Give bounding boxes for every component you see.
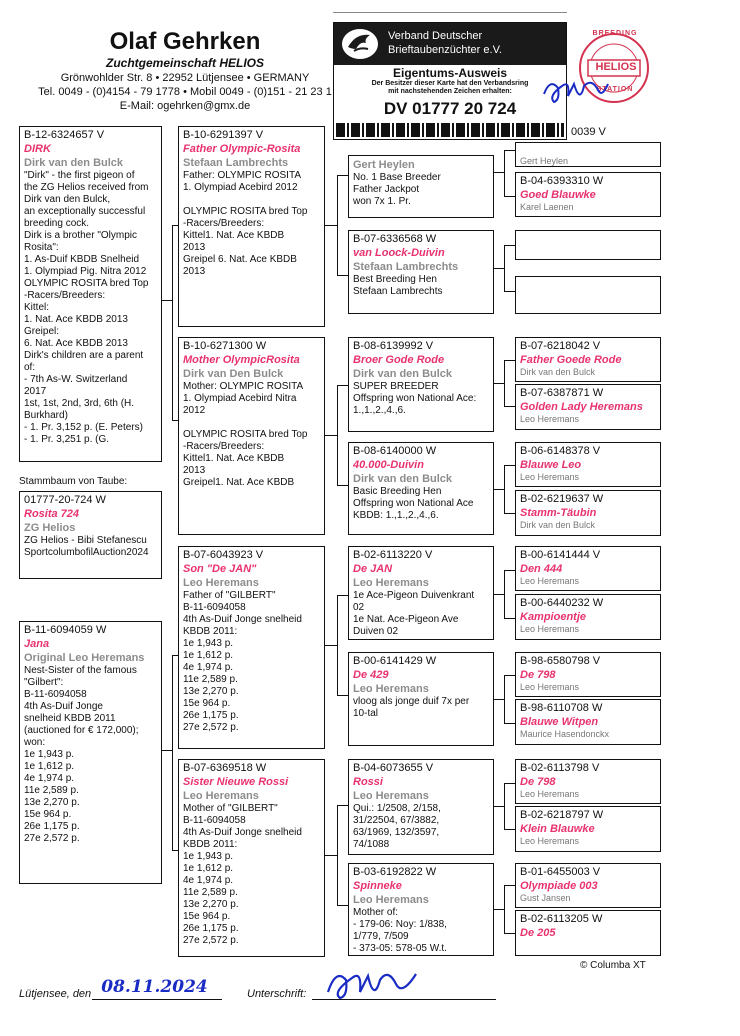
gen3-name: Rossi [353,776,383,788]
gen3-breeder: Leo Heremans [353,683,429,695]
gen3-description: Basic Breeding Hen Offspring won National Ace KBDB: 1.,1.,2.,4.,6. [353,486,474,521]
gen3-description: Qui.: 1/2508, 2/158, 31/22504, 67/3882, 63/1969, 132/3597, 74/1088 [353,803,441,850]
connector [325,855,337,856]
connector [337,805,348,806]
connector [337,485,348,486]
gen3-breeder: Leo Heremans [353,577,429,589]
gen2-ring: B-07-6369518 W [183,762,267,774]
gen4-breeder: Leo Heremans [520,682,580,692]
connector [504,406,515,407]
gen4-ring: B-07-6387871 W [520,387,604,399]
gen3-description: vloog als jonge duif 7x per 10-tal [353,696,470,719]
subject-name: Rosita 724 [24,508,80,520]
connector [172,655,173,850]
gen3-ring: B-03-6192822 W [353,866,437,878]
gen2-description: Father: OLYMPIC ROSITA 1. Olympiad Acebird 2012 OLYMPIC ROSITA bred Top -Racers/Breeders: Kittel1. Nat. Ace KBDB 2013 Greipel 6. Nat. Ace KBDB 2013 [183,170,308,277]
subject-card[interactable] [19,491,162,579]
breeder-subtitle: Zuchtgemeinschaft HELIOS [105,56,265,70]
connector [337,385,348,386]
gen2-description: Father of "GILBERT" B-11-6094058 4th As-Duif Jonge snelheid KBDB 2011: 1e 1,943 p. 1e 1,612 p. 4e 1,974 p. 11e 2,589 p. 13e 2,270 p. 15e 964 p. 26e 1,175 p. 27e 2,572 p. [183,590,302,733]
gen3-breeder: Dirk van den Bulck [353,368,453,380]
breeder-phone: Tel. 0049 - (0)4154 - 79 1778 • Mobil 0049 - (0)151 - 21 23 1 [38,86,332,98]
certificate-org-line2: Brieftaubenzüchter e.V. [388,44,502,56]
gen2-ring: B-10-6291397 V [183,129,264,141]
connector [504,465,505,513]
gen4-name: Golden Lady Heremans [520,401,643,413]
connector [504,675,515,676]
gen4-ring: B-02-6113205 W [520,913,603,925]
connector [504,291,515,292]
sire-name: DIRK [24,143,51,155]
connector [504,783,505,829]
gen3-card-2[interactable] [348,230,494,314]
gen4-breeder: Leo Heremans [520,414,580,424]
connector [337,595,348,596]
gen4-ring: B-01-6455003 V [520,866,601,878]
gen3-breeder: Leo Heremans [353,790,429,802]
gen4-card-5[interactable] [515,337,661,382]
connector [504,675,505,723]
gen4-ring: B-02-6218797 W [520,809,604,821]
gen3-description: No. 1 Base Breeder Father Jackpot won 7x 1. Pr. [353,172,441,207]
connector [504,885,515,886]
gen4-name: Father Goede Rode [520,354,622,366]
place-label: Lütjensee, den [19,988,92,1000]
gen3-card-8[interactable] [348,863,494,956]
subject-description: ZG Helios - Bibi Stefanescu SportcolumbofilAuction2024 [24,535,149,558]
connector [504,618,515,619]
handwritten-signature [322,962,422,1008]
gen4-name: De 798 [520,669,556,681]
connector [504,885,505,933]
connector [504,360,515,361]
overflow-ring-text: 0039 V [571,126,606,138]
gen3-ring: B-04-6073655 V [353,762,434,774]
gen2-breeder: Stefaan Lambrechts [183,157,289,169]
gen4-card-16[interactable] [515,910,661,956]
gen3-name: De JAN [353,563,393,575]
connector [337,595,338,695]
certificate-top-rule [333,12,567,13]
connector [337,805,338,905]
grandsire-paternal-card[interactable] [178,126,325,327]
connector [494,383,504,384]
gen4-card-3[interactable] [515,230,661,260]
gen4-ring: B-00-6141444 V [520,549,601,561]
connector [504,150,515,151]
gen4-name: Klein Blauwke [520,823,595,835]
gen3-card-4[interactable] [348,442,494,535]
gen4-ring: B-00-6440232 W [520,597,604,609]
gen2-description: Mother: OLYMPIC ROSITA 1. Olympiad Acebird Nitra 2012 OLYMPIC ROSITA bred Top -Racers/Breeders: Kittel1. Nat. Ace KBDB 2013 Greipel1. Nat. Ace KBDB [183,381,308,488]
date-value: 08.11.2024 [101,977,208,997]
gen4-name: Den 444 [520,563,563,575]
gen3-description: SUPER BREEDER Offspring won National Ace: 1.,1.,2.,4.,6. [353,381,477,416]
gen4-card-11[interactable] [515,652,661,697]
stamp-middle-text: HELIOS [595,61,637,73]
connector [494,699,504,700]
gen4-ring: B-02-6113798 V [520,762,600,774]
gen2-name: Sister Nieuwe Rossi [183,776,289,788]
gen3-ring: B-02-6113220 V [353,549,433,561]
gen3-name: van Loock-Duivin [353,247,445,259]
stamp-top-text: BREEDING [592,30,638,37]
connector [162,750,172,751]
gen4-card-14[interactable] [515,806,661,852]
connector [504,150,505,196]
gen4-breeder: Leo Heremans [520,624,580,634]
connector [494,594,504,595]
certificate-note-line1: Der Besitzer dieser Karte hat den Verbandsring [371,80,529,87]
sire-description: "Dirk" - the first pigeon of the ZG Helios received from Dirk van den Bulck, an exceptionally successful breeding cock. Dirk is a brother "Olympic Rosita": 1. As-Duif KBDB Snelheid 1. Olympiad Pig. Nitra 2012 OLYMPIC ROSITA bred Top -Racers/Breeders: Kittel: 1. Nat. Ace KBDB 2013 Greipel: 6. Nat. Ace KBDB 2013 Dirk's children are a parent of: - 7th As-W. Switzerland 2017 1st, 1st, 2nd, 3rd, 6th (H. Burkhard) - 1. Pr. 3,152 p. (E. Peters) - 1. Pr. 3,251 p. (G. [24,170,149,445]
gen3-name: 40.000-Duivin [353,459,424,471]
certificate-pattern [336,123,564,137]
gen4-breeder: Gust Jansen [520,893,571,903]
gen4-name: Stamm-Täubin [520,507,597,519]
gen3-card-1[interactable] [348,155,494,218]
certificate-note-line2: mit nachstehenden Zeichen erhalten: [388,88,512,95]
gen3-breeder: Leo Heremans [353,894,429,906]
gen4-card-7[interactable] [515,442,661,487]
date-underline [92,999,222,1000]
connector [337,385,338,485]
gen2-name: Son "De JAN" [183,563,257,575]
connector [162,300,172,301]
dam-description: Nest-Sister of the famous "Gilbert": B-11-6094058 4th As-Duif Jonge snelheid KBDB 2011 (auctioned for € 172,000); won: 1e 1,943 p. 1e 1,612 p. 4e 1,974 p. 11e 2,589 p. 13e 2,270 p. 15e 964 p. 26e 1,175 p. 27e 2,572 p. [24,665,139,844]
connector [337,175,338,275]
gen2-name: Father Olympic-Rosita [183,143,301,155]
connector [337,275,348,276]
breeder-email[interactable]: E-Mail: ogehrken@gmx.de [119,100,251,112]
dam-card[interactable] [19,621,162,884]
connector [494,489,504,490]
signature-scribble-top [540,74,610,108]
gen3-ring: B-07-6336568 W [353,233,437,245]
connector [337,905,348,906]
gen4-card-2[interactable] [515,172,661,217]
gen3-description: 1e Ace-Pigeon Duivenkrant 02 1e Nat. Ace-Pigeon Ave Duiven 02 [353,590,475,637]
dam-ring: B-11-6094059 W [24,624,107,636]
connector [494,268,504,269]
granddam-maternal-card[interactable] [178,759,325,957]
subject-breeder: ZG Helios [24,522,76,534]
gen3-card-3[interactable] [348,337,494,432]
gen3-card-5[interactable] [348,546,494,640]
gen4-ring: B-07-6218042 V [520,340,601,352]
dam-breeder: Original Leo Heremans [24,652,145,664]
connector [504,245,505,291]
connector [494,172,504,173]
connector [504,933,515,934]
gen4-breeder: Gert Heylen [520,156,569,166]
gen4-card-6[interactable] [515,384,661,430]
gen3-card-7[interactable] [348,759,494,855]
gen4-breeder: Karel Laenen [520,202,574,212]
breeder-address: Grönwohlder Str. 8 • 22952 Lütjensee • GERMANY [60,72,310,84]
grandsire-maternal-card[interactable] [178,546,325,749]
gen4-ring: B-06-6148378 V [520,445,601,457]
connector [504,360,505,406]
gen4-breeder: Leo Heremans [520,576,580,586]
connector [504,829,515,830]
gen3-card-6[interactable] [348,652,494,746]
connector [494,909,504,910]
gen4-card-12[interactable] [515,699,661,745]
gen4-ring: B-04-6393310 W [520,175,604,187]
gen4-ring: B-98-6580798 V [520,655,601,667]
gen3-name: Spinneke [353,880,402,892]
connector [504,570,515,571]
gen2-description: Mother of "GILBERT" B-11-6094058 4th As-Duif Jonge snelheid KBDB 2011: 1e 1,943 p. 1e 1,612 p. 4e 1,974 p. 11e 2,589 p. 13e 2,270 p. 15e 964 p. 26e 1,175 p. 27e 2,572 p. [183,803,302,946]
gen4-name: Blauwe Witpen [520,716,599,728]
certificate-org-line1: Verband Deutscher [388,30,483,42]
ownership-certificate [333,22,567,140]
gen2-ring: B-10-6271300 W [183,340,267,352]
connector [337,175,348,176]
gen4-card-13[interactable] [515,759,661,804]
connector [504,570,505,618]
gen4-breeder: Leo Heremans [520,789,580,799]
gen4-breeder: Leo Heremans [520,472,580,482]
gen4-card-10[interactable] [515,594,661,640]
gen3-breeder: Stefaan Lambrechts [353,261,459,273]
gen2-breeder: Dirk van Den Bulck [183,368,284,380]
gen4-ring: B-98-6110708 W [520,702,603,714]
gen3-ring: B-08-6140000 W [353,445,437,457]
gen4-breeder: Dirk van den Bulck [520,367,596,377]
gen3-ring: B-08-6139992 V [353,340,434,352]
connector [504,245,515,246]
gen4-name: Kampioentje [520,611,587,623]
connector [504,513,515,514]
stamp-bottom-text: STATION [596,86,634,93]
certificate-title: Eigentums-Ausweis [392,66,508,80]
gen4-card-4[interactable] [515,276,661,314]
gen2-breeder: Leo Heremans [183,577,259,589]
gen4-ring: B-02-6219637 W [520,493,604,505]
gen4-name: Goed Blauwke [520,189,596,201]
copyright-text: © Columba XT [580,960,646,971]
gen4-name: Olympiade 003 [520,880,598,892]
gen4-card-1[interactable] [515,142,661,167]
sire-card[interactable] [19,126,162,462]
gen3-name: Broer Gode Rode [353,354,445,366]
stammbaum-label: Stammbaum von Taube: [19,476,128,487]
gen4-card-9[interactable] [515,546,661,591]
gen4-name: De 798 [520,776,556,788]
dam-name: Jana [24,638,50,650]
gen2-name: Mother OlympicRosita [183,354,300,366]
gen3-breeder: Dirk van den Bulck [353,473,453,485]
gen4-breeder: Leo Heremans [520,836,580,846]
signature-label: Unterschrift: [247,988,307,1000]
sire-breeder: Dirk van den Bulck [24,157,124,169]
connector [172,225,173,420]
certificate-number: DV 01777 20 724 [383,99,517,118]
gen3-ring: B-00-6141429 W [353,655,437,667]
connector [504,783,515,784]
gen4-name: Blauwe Leo [520,459,582,471]
pigeon-logo-icon [340,27,380,61]
granddam-paternal-card[interactable] [178,337,325,535]
subject-ring: 01777-20-724 W [24,494,106,506]
gen4-breeder: Maurice Hasendonckx [520,729,610,739]
connector [504,196,515,197]
connector [494,806,504,807]
gen4-breeder: Dirk van den Bulck [520,520,596,530]
connector [504,723,515,724]
certificate-header [334,23,566,65]
gen4-card-8[interactable] [515,490,661,536]
gen3-description: Best Breeding Hen Stefaan Lambrechts [353,274,443,297]
gen2-breeder: Leo Heremans [183,790,259,802]
gen3-breeder: Gert Heylen [353,159,415,171]
connector [325,225,337,226]
gen4-name: De 205 [520,927,556,939]
breeder-name: Olaf Gehrken [109,28,261,55]
gen2-ring: B-07-6043923 V [183,549,264,561]
connector [325,435,337,436]
connector [337,695,348,696]
sire-ring: B-12-6324657 V [24,129,105,141]
connector [504,465,515,466]
gen3-name: De 429 [353,669,389,681]
connector [325,645,337,646]
gen3-description: Mother of: - 179-06: Noy: 1/838, 1/779, 7/509 - 373-05: 578-05 W.t. [353,907,447,954]
gen4-card-15[interactable] [515,863,661,908]
